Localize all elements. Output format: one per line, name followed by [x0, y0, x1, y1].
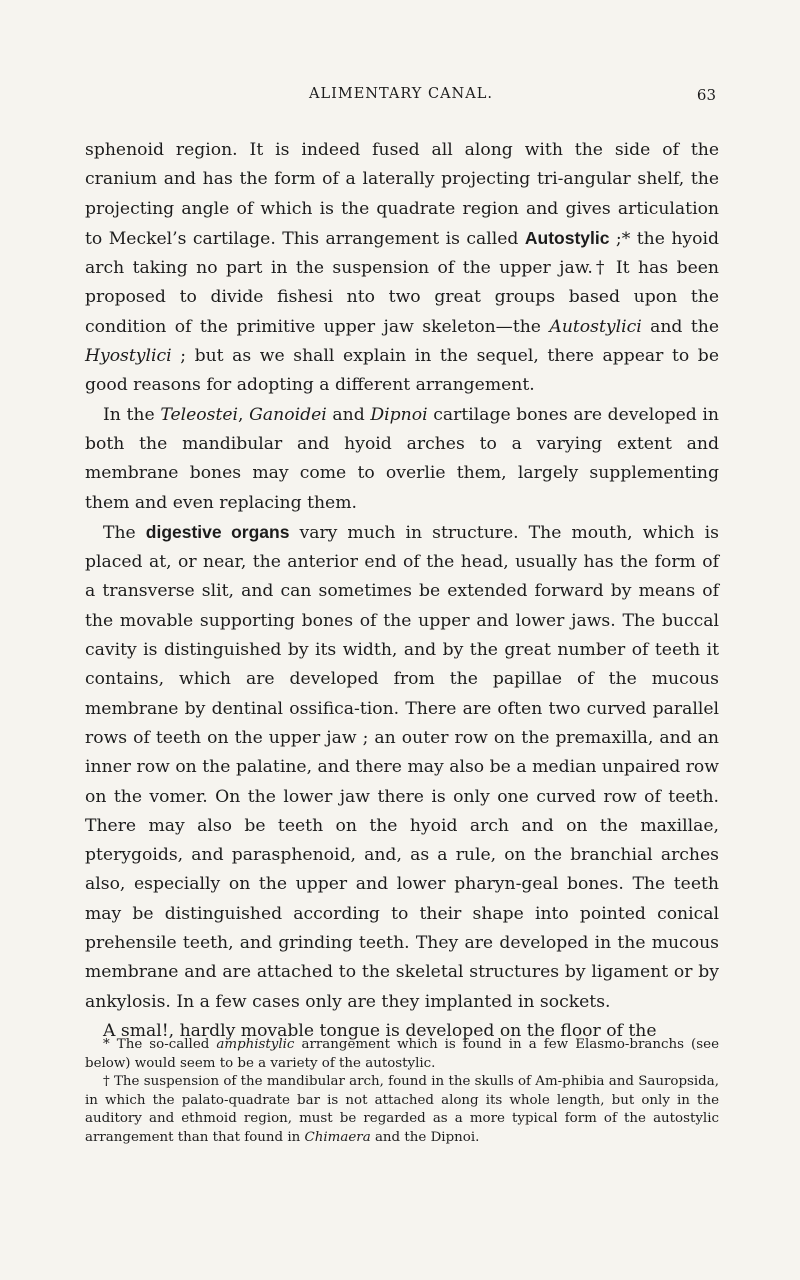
text-run: ;* the hyoid arch taking no part in the suspension of the upper jaw.† It has been proposed to divide fishesi nto two great groups based upon the condition of the primitive upper jaw skeleton—the	[85, 228, 719, 337]
text-run: * The so-called	[103, 1037, 217, 1052]
text-run: and	[326, 404, 371, 425]
term-chimaera: Chimaera	[304, 1129, 371, 1145]
text-run: In the	[103, 404, 161, 425]
text-run: ,	[238, 404, 250, 425]
text-run: and the Dipnoi.	[370, 1129, 480, 1145]
text-run: A smal!, hardly movable tongue is developed on the floor of the	[103, 1020, 657, 1041]
running-title: ALIMENTARY CANAL.	[309, 86, 493, 102]
text-run: and the	[641, 316, 719, 337]
footnote-amphistylic	[85, 1036, 719, 1073]
term-digestive-organs: digestive organs	[145, 521, 290, 542]
paragraph-cartilage-bones	[85, 401, 719, 518]
term-autostylici: Autostylici	[549, 316, 642, 337]
text-run: The	[103, 522, 146, 543]
page-number: 63	[696, 86, 716, 104]
footnotes	[85, 1036, 719, 1148]
text-run: sphenoid region. It is indeed fused all along with the side of the cranium and has the form of a laterally projecting tri-angular shelf, the projecting angle of which is the quadrate region and gives articulation to Meckel’s cartilage. This arrangement is called	[85, 140, 719, 249]
page-header	[86, 86, 716, 108]
term-hyostylici: Hyostylici	[85, 346, 172, 367]
term-ganoidei: Ganoidei	[249, 404, 327, 425]
text-run: ; but as we shall explain in the sequel, there appear to be good reasons for adopting a different arrangement.	[85, 346, 719, 396]
text-run: vary much in structure. The mouth, which is placed at, or near, the anterior end of the head, usually has the form of a transverse slit, and can sometimes be extended forward by means of the movable supporting bones of the upper and lower jaws. The buccal cavity is distinguished by its width, and by the great number of teeth it contains, which are developed from the papillae of the mucous membrane by dentinal ossifica-tion. There are often two curved parallel rows of teeth on the upper jaw ; an outer row on the premaxilla, and an inner row on the palatine, and there may also be a median unpaired row on the vomer. On the lower jaw there is only one curved row of teeth. There may also be teeth on the hyoid arch and on the maxillae, pterygoids, and parasphenoid, and, as a rule, on the branchial arches also, especially on the upper and lower pharyn-geal bones. The teeth may be distinguished according to their shape into pointed conical prehensile teeth, and grinding teeth. They are developed in the mucous membrane and are attached to the skeletal structures by ligament or by ankylosis. In a few cases only are they implanted in sockets.	[85, 522, 719, 1012]
paragraph-digestive-organs	[85, 518, 719, 1017]
term-teleostei: Teleostei	[160, 404, 239, 425]
term-amphistylic: amphistylic	[216, 1037, 295, 1052]
text-run: † The suspension of the mandibular arch, found in the skulls of Am-phibia and Sauropsida, in which the palato-quadrate bar is not attached along its whole length, but only in the auditory and ethmoid region, must be regarded as a more typical form of the autostylic arrangement than that found in	[85, 1074, 719, 1145]
term-autostylic: Autostylic	[524, 227, 610, 248]
main-text	[85, 136, 719, 1046]
text-run: cartilage bones are developed in both the mandibular and hyoid arches to a varying extent and membrane bones may come to overlie them, largely supplementing them and even replacing them.	[85, 404, 719, 513]
text-run: arrangement which is found in a few Elasmo-branchs (see below) would seem to be a variety of the autostylic.	[85, 1037, 719, 1071]
paragraph-autostylic	[85, 136, 719, 401]
term-dipnoi: Dipnoi	[370, 404, 428, 425]
footnote-suspension	[85, 1073, 719, 1147]
